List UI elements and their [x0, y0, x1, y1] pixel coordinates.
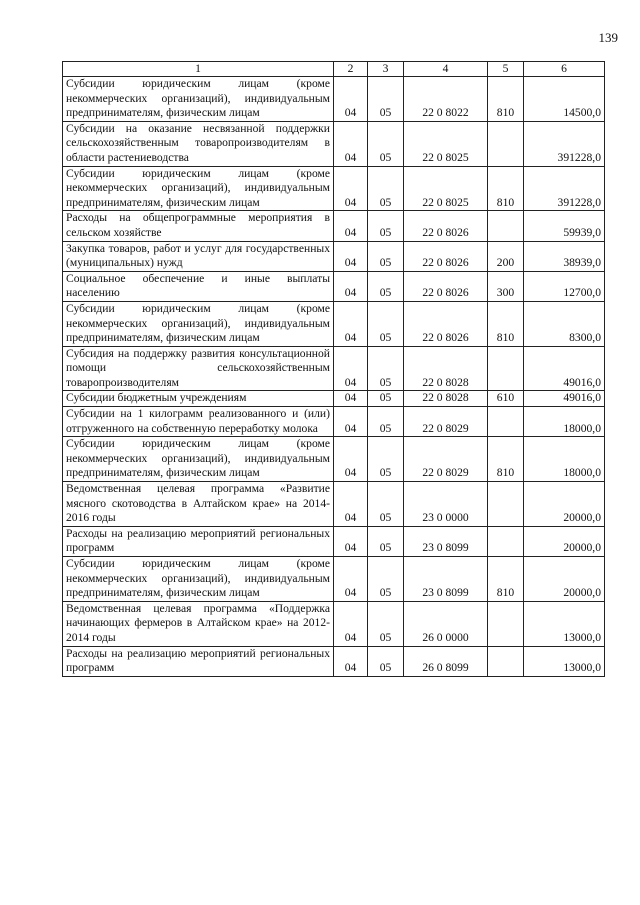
amount-cell: 20000,0 [524, 557, 605, 602]
expense-name-cell: Субсидии на оказание несвязанной поддержки сельскохозяйственным товаропроизводителям в области растениеводства [63, 121, 334, 166]
expense-name-cell: Субсидии юридическим лицам (кроме некоммерческих организаций), индивидуальным предпринимателям, физическим лицам [63, 166, 334, 211]
target-article-code-cell: 22 0 8026 [404, 271, 488, 301]
expense-type-code-cell [488, 121, 524, 166]
section-code-cell: 04 [334, 407, 368, 437]
section-code-cell: 04 [334, 437, 368, 482]
section-code-cell: 04 [334, 271, 368, 301]
amount-cell: 59939,0 [524, 211, 605, 241]
target-article-code-cell: 22 0 8026 [404, 211, 488, 241]
table-row [63, 211, 605, 241]
subsection-code-cell: 05 [368, 121, 404, 166]
target-article-code-cell: 23 0 8099 [404, 557, 488, 602]
expense-type-code-cell: 810 [488, 301, 524, 346]
amount-cell: 49016,0 [524, 346, 605, 391]
expense-name-cell: Ведомственная целевая программа «Развитие мясного скотоводства в Алтайском крае» на 2014-2016 годы [63, 482, 334, 527]
target-article-code-cell: 23 0 8099 [404, 526, 488, 556]
table-row [63, 557, 605, 602]
amount-cell: 13000,0 [524, 646, 605, 676]
section-code-cell: 04 [334, 346, 368, 391]
column-header: 2 [334, 62, 368, 77]
expense-type-code-cell: 810 [488, 437, 524, 482]
subsection-code-cell: 05 [368, 557, 404, 602]
table-header-row [63, 62, 605, 77]
amount-cell: 14500,0 [524, 77, 605, 122]
section-code-cell: 04 [334, 601, 368, 646]
target-article-code-cell: 22 0 8026 [404, 301, 488, 346]
target-article-code-cell: 22 0 8028 [404, 346, 488, 391]
expense-type-code-cell: 610 [488, 391, 524, 407]
table-row [63, 346, 605, 391]
amount-cell: 38939,0 [524, 241, 605, 271]
amount-cell: 18000,0 [524, 437, 605, 482]
section-code-cell: 04 [334, 211, 368, 241]
section-code-cell: 04 [334, 526, 368, 556]
target-article-code-cell: 26 0 8099 [404, 646, 488, 676]
column-header: 1 [63, 62, 334, 77]
target-article-code-cell: 22 0 8028 [404, 391, 488, 407]
section-code-cell: 04 [334, 391, 368, 407]
column-header: 3 [368, 62, 404, 77]
expense-name-cell: Субсидии юридическим лицам (кроме некоммерческих организаций), индивидуальным предпринимателям, физическим лицам [63, 301, 334, 346]
table-row [63, 646, 605, 676]
table-row [63, 271, 605, 301]
expense-type-code-cell: 300 [488, 271, 524, 301]
amount-cell: 12700,0 [524, 271, 605, 301]
expense-type-code-cell [488, 526, 524, 556]
table-row [63, 526, 605, 556]
section-code-cell: 04 [334, 557, 368, 602]
expense-name-cell: Субсидии юридическим лицам (кроме некоммерческих организаций), индивидуальным предпринимателям, физическим лицам [63, 77, 334, 122]
budget-table [62, 61, 605, 677]
amount-cell: 20000,0 [524, 482, 605, 527]
subsection-code-cell: 05 [368, 437, 404, 482]
amount-cell: 49016,0 [524, 391, 605, 407]
expense-type-code-cell [488, 601, 524, 646]
subsection-code-cell: 05 [368, 166, 404, 211]
expense-type-code-cell [488, 211, 524, 241]
expense-type-code-cell [488, 346, 524, 391]
subsection-code-cell: 05 [368, 346, 404, 391]
subsection-code-cell: 05 [368, 482, 404, 527]
section-code-cell: 04 [334, 241, 368, 271]
amount-cell: 391228,0 [524, 121, 605, 166]
target-article-code-cell: 22 0 8022 [404, 77, 488, 122]
table-row [63, 407, 605, 437]
expense-type-code-cell [488, 482, 524, 527]
amount-cell: 391228,0 [524, 166, 605, 211]
table-row [63, 166, 605, 211]
page-number: 139 [598, 30, 618, 45]
column-header: 4 [404, 62, 488, 77]
subsection-code-cell: 05 [368, 301, 404, 346]
target-article-code-cell: 22 0 8025 [404, 121, 488, 166]
subsection-code-cell: 05 [368, 391, 404, 407]
expense-type-code-cell: 810 [488, 166, 524, 211]
amount-cell: 18000,0 [524, 407, 605, 437]
section-code-cell: 04 [334, 121, 368, 166]
table-row [63, 121, 605, 166]
table-row [63, 241, 605, 271]
table-row [63, 391, 605, 407]
subsection-code-cell: 05 [368, 407, 404, 437]
expense-type-code-cell [488, 407, 524, 437]
table-row [63, 482, 605, 527]
subsection-code-cell: 05 [368, 77, 404, 122]
subsection-code-cell: 05 [368, 526, 404, 556]
target-article-code-cell: 22 0 8029 [404, 437, 488, 482]
target-article-code-cell: 26 0 0000 [404, 601, 488, 646]
amount-cell: 20000,0 [524, 526, 605, 556]
expense-name-cell: Субсидии бюджетным учреждениям [63, 391, 334, 407]
expense-type-code-cell: 200 [488, 241, 524, 271]
table-row [63, 601, 605, 646]
table-row [63, 77, 605, 122]
section-code-cell: 04 [334, 301, 368, 346]
column-header: 6 [524, 62, 605, 77]
expense-name-cell: Субсидии юридическим лицам (кроме некоммерческих организаций), индивидуальным предпринимателям, физическим лицам [63, 557, 334, 602]
column-header: 5 [488, 62, 524, 77]
section-code-cell: 04 [334, 482, 368, 527]
section-code-cell: 04 [334, 166, 368, 211]
target-article-code-cell: 23 0 0000 [404, 482, 488, 527]
subsection-code-cell: 05 [368, 271, 404, 301]
expense-name-cell: Расходы на общепрограммные мероприятия в сельском хозяйстве [63, 211, 334, 241]
amount-cell: 8300,0 [524, 301, 605, 346]
target-article-code-cell: 22 0 8029 [404, 407, 488, 437]
expense-type-code-cell: 810 [488, 557, 524, 602]
subsection-code-cell: 05 [368, 601, 404, 646]
expense-name-cell: Ведомственная целевая программа «Поддержка начинающих фермеров в Алтайском крае» на 2012-2014 годы [63, 601, 334, 646]
expense-name-cell: Социальное обеспечение и иные выплаты населению [63, 271, 334, 301]
amount-cell: 13000,0 [524, 601, 605, 646]
section-code-cell: 04 [334, 646, 368, 676]
expense-name-cell: Субсидии на 1 килограмм реализованного и (или) отгруженного на собственную переработку молока [63, 407, 334, 437]
section-code-cell: 04 [334, 77, 368, 122]
expense-type-code-cell: 810 [488, 77, 524, 122]
expense-name-cell: Субсидия на поддержку развития консультационной помощи сельскохозяйственным товаропроизводителям [63, 346, 334, 391]
subsection-code-cell: 05 [368, 211, 404, 241]
table-row [63, 301, 605, 346]
expense-name-cell: Субсидии юридическим лицам (кроме некоммерческих организаций), индивидуальным предпринимателям, физическим лицам [63, 437, 334, 482]
expense-type-code-cell [488, 646, 524, 676]
table-row [63, 437, 605, 482]
target-article-code-cell: 22 0 8025 [404, 166, 488, 211]
subsection-code-cell: 05 [368, 241, 404, 271]
expense-name-cell: Расходы на реализацию мероприятий региональных программ [63, 646, 334, 676]
expense-name-cell: Расходы на реализацию мероприятий региональных программ [63, 526, 334, 556]
expense-name-cell: Закупка товаров, работ и услуг для государственных (муниципальных) нужд [63, 241, 334, 271]
target-article-code-cell: 22 0 8026 [404, 241, 488, 271]
subsection-code-cell: 05 [368, 646, 404, 676]
